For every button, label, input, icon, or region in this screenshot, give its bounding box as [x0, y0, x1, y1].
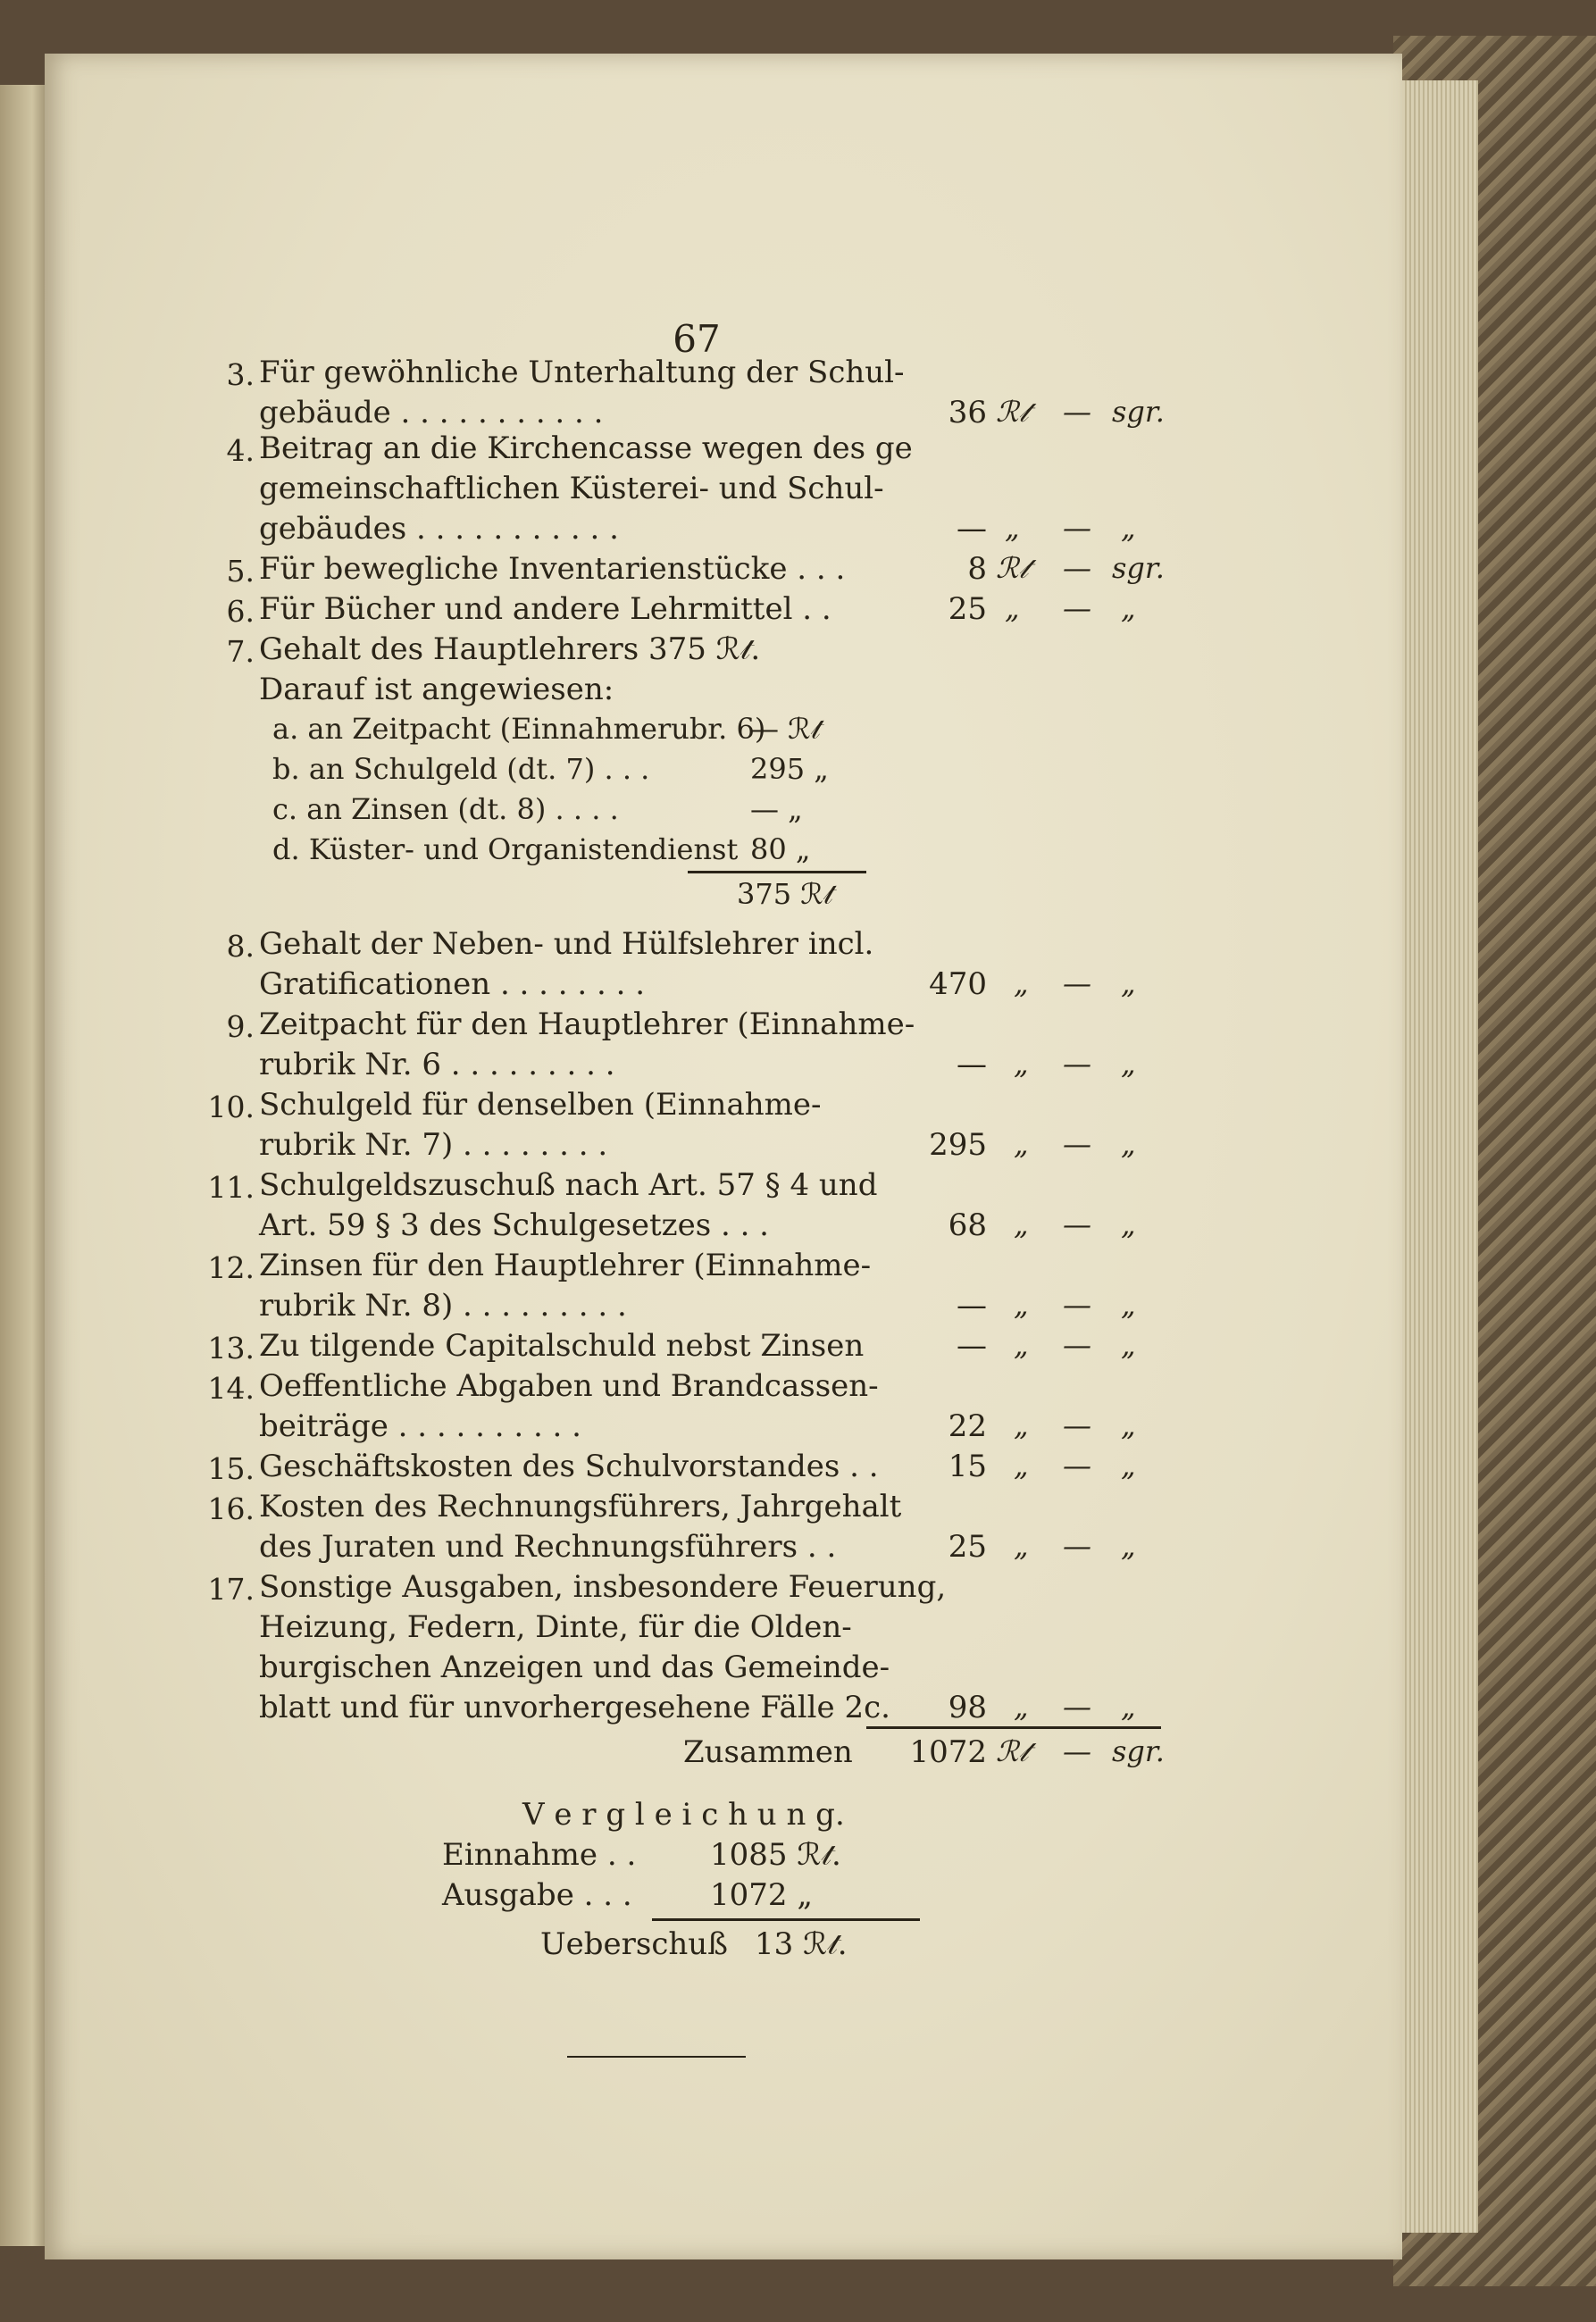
salary-intro: Darauf ist angewiesen: [259, 672, 614, 707]
salary-row-value: 80 „ [750, 832, 811, 866]
item-amount: 470 [929, 966, 987, 1002]
ditto-mark: „ [1014, 1207, 1029, 1241]
item-number: 12. [207, 1250, 255, 1285]
item-amount: 15 [948, 1449, 987, 1484]
salary-row-value: — ℛ𝓉 [750, 712, 821, 746]
dash: — [1063, 1449, 1091, 1483]
ditto-mark: „ [1005, 511, 1020, 545]
item-amount: 295 [929, 1127, 987, 1163]
item-text-line: Schulgeld für denselben (Einnahme- [259, 1087, 822, 1123]
income-label: Einnahme . . [442, 1837, 637, 1873]
item-number: 11. [207, 1170, 255, 1205]
item-amount: — [957, 1328, 987, 1364]
item-amount: 98 [948, 1690, 987, 1725]
ditto-mark: „ [1121, 591, 1136, 625]
item-text-line: rubrik Nr. 8) . . . . . . . . . [259, 1288, 627, 1324]
item-text-line: Für gewöhnliche Unterhaltung der Schul- [259, 355, 905, 390]
surplus-label: Ueberschuß [540, 1926, 728, 1962]
item-number: 3. [226, 357, 255, 392]
page-number: 67 [673, 317, 721, 361]
end-rule [567, 2056, 746, 2058]
expense-value: 1072 „ [710, 1877, 813, 1913]
ditto-mark: „ [1014, 1449, 1029, 1483]
dash: — [1063, 1207, 1091, 1241]
ditto-mark: „ [1121, 1207, 1136, 1241]
salary-row-label: c. an Zinsen (dt. 8) . . . . [272, 792, 619, 826]
item-text-line: gemeinschaftlichen Küsterei- und Schul- [259, 471, 884, 506]
item-number: 7. [226, 634, 255, 669]
item-amount: 25 [948, 1529, 987, 1565]
ditto-mark: „ [1121, 1408, 1136, 1442]
dash: — [1063, 1127, 1091, 1161]
item-text-line: gebäude . . . . . . . . . . . [259, 395, 604, 430]
ditto-mark: „ [1014, 1127, 1029, 1161]
salary-row-label: b. an Schulgeld (dt. 7) . . . [272, 752, 650, 786]
ditto-mark: „ [1121, 1047, 1136, 1081]
ditto-mark: „ [1014, 1288, 1029, 1322]
ditto-mark: „ [1121, 1288, 1136, 1322]
item-number: 4. [226, 433, 255, 468]
item-text-line: rubrik Nr. 6 . . . . . . . . . [259, 1047, 615, 1082]
salary-row-label: d. Küster- und Organistendienst [272, 832, 739, 866]
dash: — [1063, 511, 1091, 545]
item-text-line: rubrik Nr. 7) . . . . . . . . [259, 1127, 608, 1163]
item-amount: — [957, 1288, 987, 1324]
ditto-mark: „ [1121, 511, 1136, 545]
item-amount: 36 [948, 395, 987, 430]
taler-sign: ℛ𝓉 [996, 395, 1029, 429]
item-amount: 8 [967, 551, 987, 587]
item-text-line: Sonstige Ausgaben, insbesondere Feuerung, [259, 1569, 947, 1605]
taler-sign: ℛ𝓉 [996, 1734, 1029, 1768]
dash: — [1063, 966, 1091, 1000]
item-text-line: Schulgeldszuschuß nach Art. 57 § 4 und [259, 1167, 878, 1203]
item-text-line: burgischen Anzeigen und das Gemeinde- [259, 1650, 890, 1685]
dash: — [1063, 1328, 1091, 1362]
item-number: 9. [226, 1009, 255, 1044]
item-text-line: Geschäftskosten des Schulvorstandes . . [259, 1449, 879, 1484]
taler-sign: ℛ𝓉 [996, 551, 1029, 585]
item-text-line: Gehalt der Neben- und Hülfslehrer incl. [259, 926, 874, 962]
item-number: 17. [207, 1572, 255, 1607]
item-text-line: gebäudes . . . . . . . . . . . [259, 511, 619, 547]
dash: — [1063, 551, 1091, 585]
comparison-title: V e r g l e i c h u n g. [522, 1797, 845, 1833]
ditto-mark: „ [1014, 1328, 1029, 1362]
groschen-sign: sgr. [1112, 551, 1165, 585]
ditto-mark: „ [1014, 1529, 1029, 1563]
salary-row-value: 295 „ [750, 752, 829, 786]
item-text-line: Oeffentliche Abgaben und Brandcassen- [259, 1368, 879, 1404]
item-amount: 25 [948, 591, 987, 627]
dash: — [1063, 1734, 1091, 1768]
book-page [45, 54, 1402, 2259]
total-amount: 1072 [909, 1734, 987, 1770]
groschen-sign: sgr. [1112, 395, 1165, 429]
dash: — [1063, 591, 1091, 625]
item-text-line: Zu tilgende Capitalschuld nebst Zinsen [259, 1328, 865, 1364]
item-text-line: Für bewegliche Inventarienstücke . . . [259, 551, 846, 587]
item-text-line: Kosten des Rechnungsführers, Jahrgehalt [259, 1489, 902, 1524]
dash: — [1063, 1529, 1091, 1563]
page-stack-edge [1389, 80, 1478, 2233]
item-text-line: Art. 59 § 3 des Schulgesetzes . . . [259, 1207, 769, 1243]
ditto-mark: „ [1014, 966, 1029, 1000]
item-number: 5. [226, 554, 255, 589]
item-text-line: Zinsen für den Hauptlehrer (Einnahme- [259, 1248, 872, 1283]
item-number: 16. [207, 1491, 255, 1526]
total-rule [866, 1726, 1161, 1729]
ditto-mark: „ [1121, 1690, 1136, 1724]
item-text-line: Zeitpacht für den Hauptlehrer (Einnahme- [259, 1006, 915, 1042]
item-amount: 68 [948, 1207, 987, 1243]
ditto-mark: „ [1121, 1127, 1136, 1161]
groschen-sign: sgr. [1112, 1734, 1165, 1768]
dash: — [1063, 1288, 1091, 1322]
expense-label: Ausgabe . . . [442, 1877, 632, 1913]
item-text-line: beiträge . . . . . . . . . . [259, 1408, 581, 1444]
salary-total: 375 ℛ𝓉 [737, 877, 833, 911]
ditto-mark: „ [1121, 1449, 1136, 1483]
item-number: 15. [207, 1451, 255, 1486]
income-value: 1085 ℛ𝓉. [710, 1837, 841, 1873]
item-text-line: blatt und für unvorhergesehene Fälle 2c. [259, 1690, 890, 1725]
item-number: 14. [207, 1371, 255, 1406]
dash: — [1063, 1408, 1091, 1442]
comparison-rule [652, 1918, 920, 1921]
item-text-line: Gratificationen . . . . . . . . [259, 966, 646, 1002]
ditto-mark: „ [1014, 1408, 1029, 1442]
item-amount: — [957, 511, 987, 547]
item-number: 6. [226, 594, 255, 629]
item-text-line: des Juraten und Rechnungsführers . . [259, 1529, 837, 1565]
item-amount: 22 [948, 1408, 987, 1444]
item-number: 13. [207, 1331, 255, 1366]
dash: — [1063, 395, 1091, 429]
dash: — [1063, 1690, 1091, 1724]
ditto-mark: „ [1121, 1328, 1136, 1362]
salary-row-label: a. an Zeitpacht (Einnahmerubr. 6) [272, 712, 766, 746]
total-label: Zusammen [683, 1734, 853, 1770]
salary-row-value: — „ [750, 792, 803, 826]
dash: — [1063, 1047, 1091, 1081]
item-text-line: Beitrag an die Kirchencasse wegen des ge [259, 430, 913, 466]
item-text-line: Für Bücher und andere Lehrmittel . . [259, 591, 831, 627]
item-number: 10. [207, 1090, 255, 1124]
item-number: 8. [226, 929, 255, 964]
item-text-line: Heizung, Federn, Dinte, für die Olden- [259, 1609, 852, 1645]
ditto-mark: „ [1121, 1529, 1136, 1563]
surplus-value: 13 ℛ𝓉. [755, 1926, 848, 1962]
ditto-mark: „ [1014, 1690, 1029, 1724]
item-text-line: Gehalt des Hauptlehrers 375 ℛ𝓉. [259, 631, 761, 667]
salary-sum-rule [688, 871, 866, 873]
ditto-mark: „ [1121, 966, 1136, 1000]
ditto-mark: „ [1014, 1047, 1029, 1081]
ditto-mark: „ [1005, 591, 1020, 625]
item-amount: — [957, 1047, 987, 1082]
